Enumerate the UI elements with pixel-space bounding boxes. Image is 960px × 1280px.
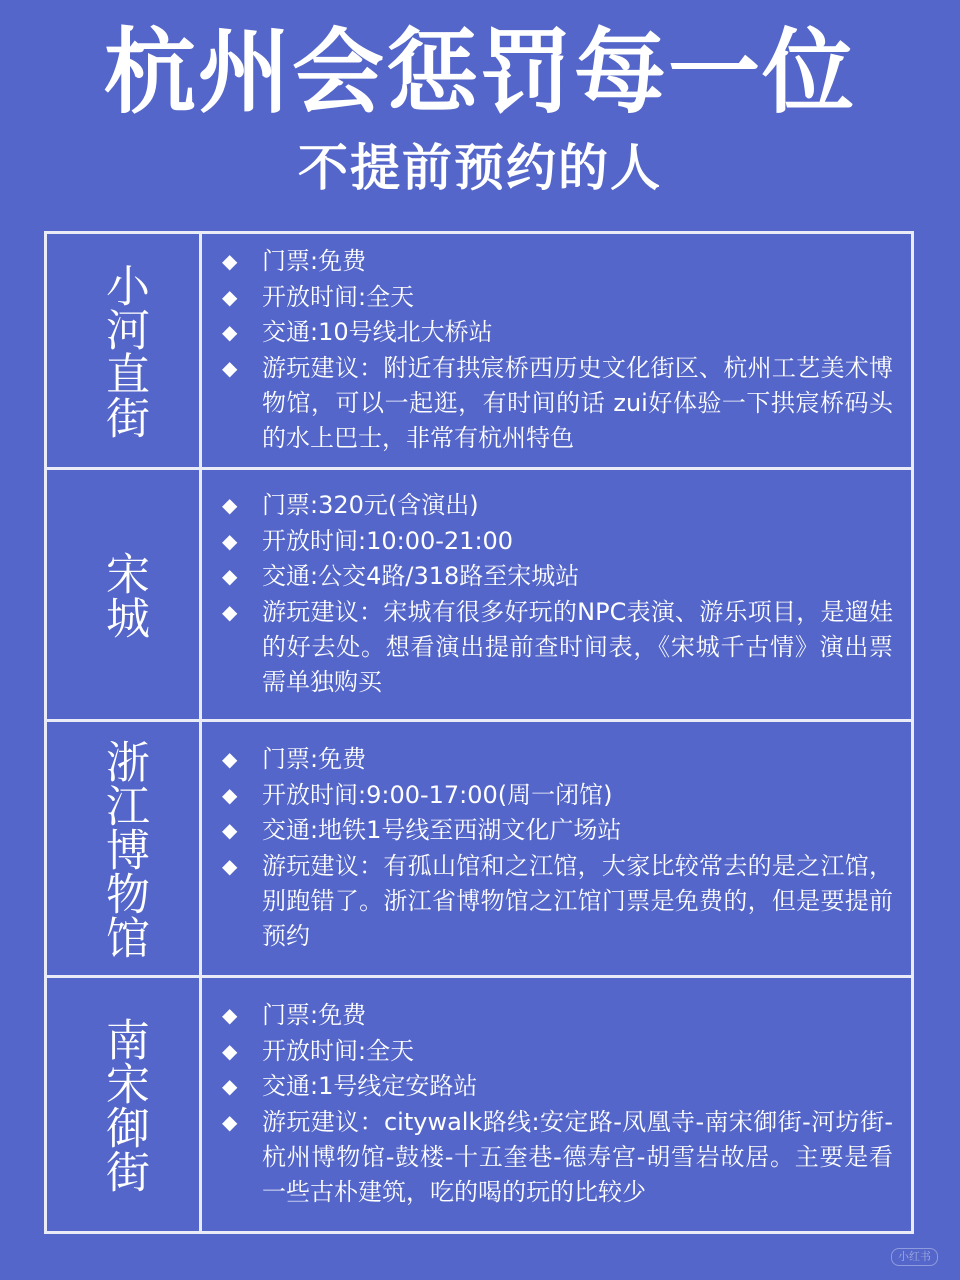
- attraction-info-cell: [202, 234, 911, 467]
- list-item: ◆ 交通:10号线北大桥站: [222, 315, 893, 350]
- attraction-info-cell: [202, 722, 911, 975]
- list-item: ◆ 门票:320元(含演出): [222, 488, 893, 523]
- list-item: ◆ 交通:1号线定安路站: [222, 1069, 893, 1104]
- attraction-name-cell: [47, 722, 202, 975]
- diamond-bullet-icon: ◆: [222, 493, 238, 518]
- attraction-name-cell: [47, 978, 202, 1231]
- list-item: ◆ 开放时间:全天: [222, 280, 893, 315]
- attraction-name: 宋城: [98, 550, 149, 639]
- diamond-bullet-icon: ◆: [222, 1074, 238, 1099]
- diamond-bullet-icon: ◆: [222, 284, 238, 309]
- list-item: ◆ 门票:免费: [222, 998, 893, 1033]
- list-item: ◆ 游玩建议：citywalk路线:安定路-凤凰寺-南宋御街-河坊街-杭州博物馆-鼓楼-十五奎巷-德寿宫-胡雪岩故居。主要是看一些古朴建筑，吃的喝的玩的比较少: [222, 1105, 893, 1211]
- attraction-info-cell: [202, 470, 911, 719]
- attraction-info-cell: [202, 978, 911, 1231]
- list-item: ◆ 游玩建议：附近有拱宸桥西历史文化街区、杭州工艺美术博物馆，可以一起逛，有时间的话 zui好体验一下拱宸桥码头的水上巴士，非常有杭州特色: [222, 351, 893, 457]
- page-title: 杭州会惩罚每一位: [103, 19, 856, 126]
- list-item: ◆ 开放时间:10:00-21:00: [222, 524, 893, 559]
- list-item: ◆ 门票:免费: [222, 244, 893, 279]
- diamond-bullet-icon: ◆: [222, 1038, 238, 1063]
- watermark-logo: 小红书: [891, 1248, 938, 1266]
- diamond-bullet-icon: ◆: [222, 355, 238, 380]
- diamond-bullet-icon: ◆: [222, 320, 238, 345]
- attraction-name-cell: [47, 470, 202, 719]
- diamond-bullet-icon: ◆: [222, 853, 238, 878]
- attraction-name-cell: [47, 234, 202, 467]
- diamond-bullet-icon: ◆: [222, 747, 238, 772]
- attractions-table: [44, 231, 914, 1234]
- list-item: ◆ 开放时间:9:00-17:00(周一闭馆): [222, 778, 893, 813]
- diamond-bullet-icon: ◆: [222, 599, 238, 624]
- attraction-name: 浙江博物馆: [98, 738, 149, 959]
- list-item: ◆ 交通:地铁1号线至西湖文化广场站: [222, 813, 893, 848]
- table-row: [47, 719, 911, 975]
- diamond-bullet-icon: ◆: [222, 1109, 238, 1134]
- diamond-bullet-icon: ◆: [222, 1003, 238, 1028]
- list-item: ◆ 游玩建议：宋城有很多好玩的NPC表演、游乐项目，是遛娃的好去处。想看演出提前查时间表，《宋城千古情》演出票需单独购买: [222, 595, 893, 701]
- diamond-bullet-icon: ◆: [222, 249, 238, 274]
- page-subtitle: 不提前预约的人: [298, 139, 662, 197]
- diamond-bullet-icon: ◆: [222, 564, 238, 589]
- diamond-bullet-icon: ◆: [222, 528, 238, 553]
- diamond-bullet-icon: ◆: [222, 818, 238, 843]
- diamond-bullet-icon: ◆: [222, 782, 238, 807]
- table-row: [47, 467, 911, 719]
- table-row: [47, 234, 911, 467]
- list-item: ◆ 游玩建议：有孤山馆和之江馆，大家比较常去的是之江馆，别跑错了。浙江省博物馆之江馆门票是免费的，但是要提前预约: [222, 849, 893, 955]
- list-item: ◆ 门票:免费: [222, 742, 893, 777]
- list-item: ◆ 开放时间:全天: [222, 1034, 893, 1069]
- table-row: [47, 975, 911, 1231]
- attraction-name: 南宋御街: [98, 1016, 149, 1193]
- attraction-name: 小河直街: [98, 262, 149, 439]
- list-item: ◆ 交通:公交4路/318路至宋城站: [222, 559, 893, 594]
